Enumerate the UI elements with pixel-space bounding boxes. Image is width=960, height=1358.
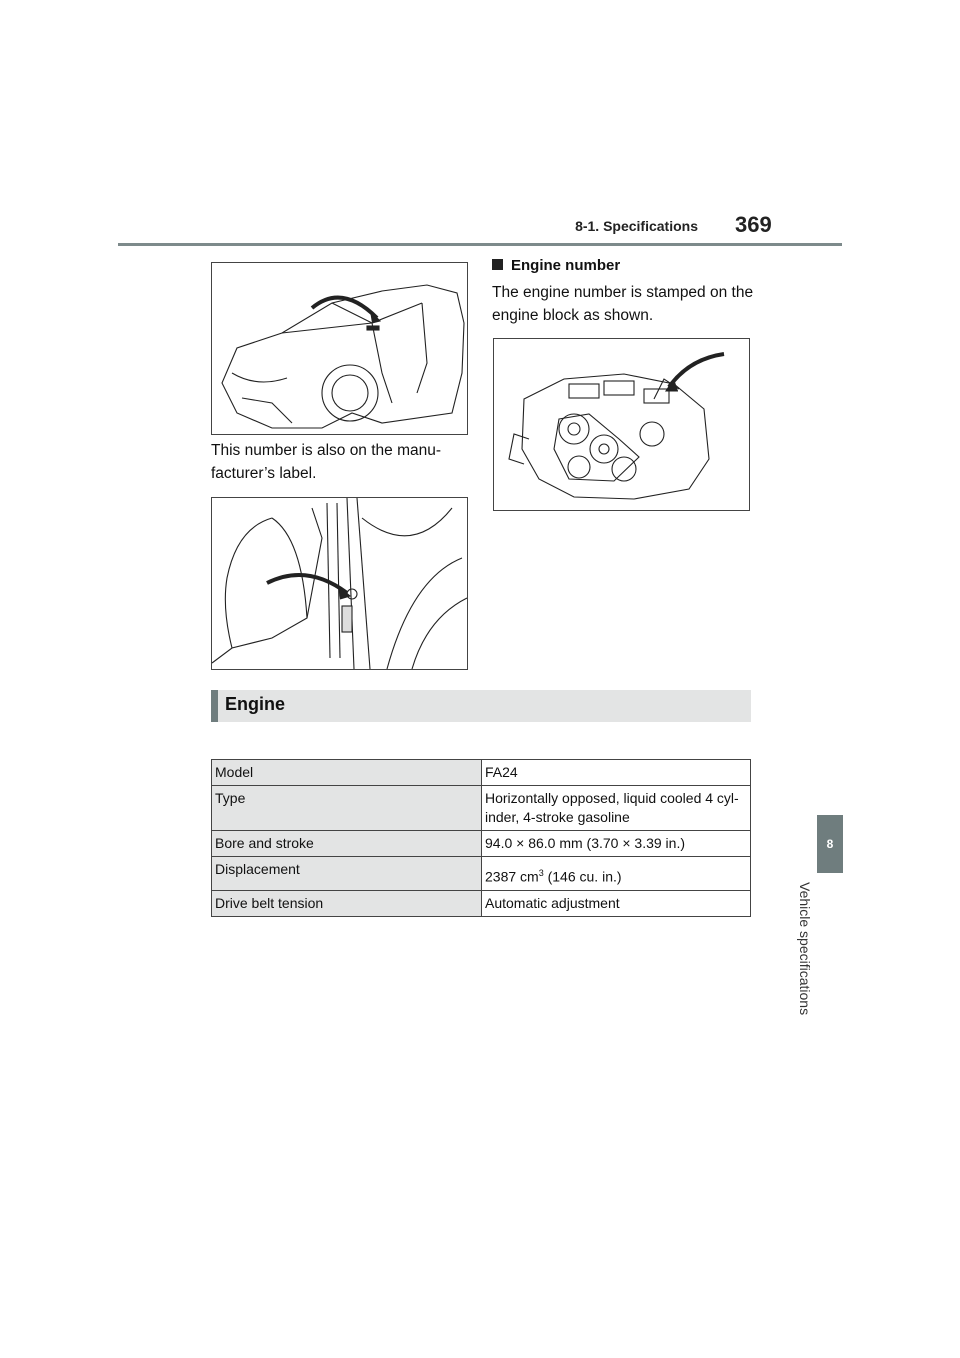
displacement-value: 2387 cm xyxy=(485,868,539,885)
spec-key: Model xyxy=(212,760,482,786)
spec-value: Horizontally opposed, liquid cooled 4 cyl-inder, 4-stroke gasoline xyxy=(482,786,751,831)
engine-number-text: The engine number is stamped on the engine block as shown. xyxy=(492,284,754,324)
spec-value xyxy=(482,857,751,891)
page-number: 369 xyxy=(735,212,772,237)
section-accent xyxy=(211,690,218,722)
engine-section-title: Engine xyxy=(225,694,286,714)
spec-key: Drive belt tension xyxy=(212,890,482,916)
spec-value: Automatic adjustment xyxy=(482,890,751,916)
engine-number-heading-text: Engine number xyxy=(511,257,621,274)
chapter-number: 8 xyxy=(826,837,834,851)
car-windshield-illustration xyxy=(211,262,468,435)
displacement-superscript: 3 xyxy=(538,868,544,878)
spec-key: Type xyxy=(212,786,482,831)
table-row xyxy=(212,857,751,891)
table-row xyxy=(212,890,751,916)
square-bullet-icon xyxy=(492,259,503,270)
door-pillar-illustration xyxy=(211,497,468,670)
table-row xyxy=(212,760,751,786)
table-row xyxy=(212,786,751,831)
spec-value: FA24 xyxy=(482,760,751,786)
chapter-tab xyxy=(817,815,843,873)
chapter-label xyxy=(787,882,813,1032)
spec-value: 94.0 × 86.0 mm (3.70 × 3.39 in.) xyxy=(482,831,751,857)
engine-spec-table xyxy=(211,759,751,917)
spec-key: Bore and stroke xyxy=(212,831,482,857)
engine-number-heading xyxy=(492,254,762,277)
section-title: 8-1. Specifications xyxy=(575,218,698,234)
engine-block-illustration xyxy=(493,338,750,511)
chapter-label-text: Vehicle specifications xyxy=(797,882,813,1016)
engine-section-header xyxy=(211,690,751,722)
table-row xyxy=(212,831,751,857)
spec-key: Displacement xyxy=(212,857,482,891)
displacement-value-suffix: (146 cu. in.) xyxy=(543,868,622,885)
header-divider xyxy=(118,243,842,246)
label-note: This number is also on the manu-facturer’s label. xyxy=(211,442,442,482)
